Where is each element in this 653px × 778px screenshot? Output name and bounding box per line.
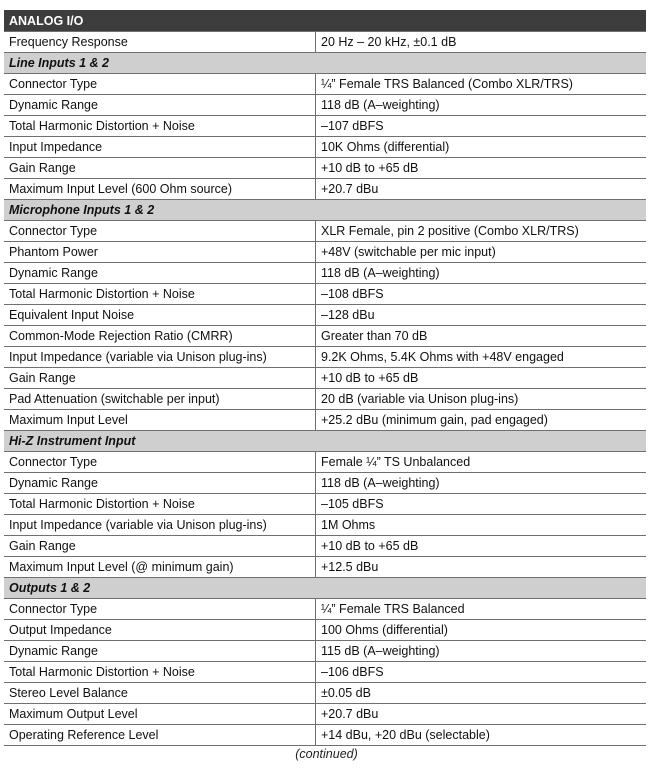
continued-note: (continued) (295, 747, 358, 761)
table-row (4, 641, 646, 662)
spec-value: –106 dBFS (321, 665, 384, 679)
table-row (4, 725, 646, 746)
table-row (4, 158, 646, 179)
spec-value: –105 dBFS (321, 497, 384, 511)
spec-label: Stereo Level Balance (4, 683, 316, 703)
table-row (4, 137, 646, 158)
section-header: Line Inputs 1 & 2 (4, 53, 646, 74)
spec-label: Connector Type (4, 221, 316, 241)
section-header: Microphone Inputs 1 & 2 (4, 200, 646, 221)
table-row (4, 326, 646, 347)
table-row (4, 620, 646, 641)
spec-label: Operating Reference Level (4, 725, 316, 745)
table-row (4, 515, 646, 536)
spec-value: +25.2 dBu (minimum gain, pad engaged) (321, 413, 548, 427)
table-row (4, 179, 646, 200)
spec-value: Female ¼” TS Unbalanced (321, 455, 471, 469)
spec-value: ±0.05 dB (321, 686, 371, 700)
spec-label: Dynamic Range (4, 263, 316, 283)
spec-label: Dynamic Range (4, 641, 316, 661)
spec-value: +48V (switchable per mic input) (321, 245, 496, 259)
spec-table (4, 10, 646, 746)
spec-label: Connector Type (4, 74, 316, 94)
table-row (4, 494, 646, 515)
table-row (4, 599, 646, 620)
spec-value: –128 dBu (321, 308, 375, 322)
spec-value: 20 dB (variable via Unison plug-ins) (321, 392, 519, 406)
spec-value: +20.7 dBu (321, 707, 379, 721)
table-row (4, 95, 646, 116)
spec-value: 20 Hz – 20 kHz, ±0.1 dB (321, 35, 457, 49)
spec-label: Dynamic Range (4, 95, 316, 115)
spec-label: Maximum Input Level (@ minimum gain) (4, 557, 316, 577)
spec-value: 118 dB (A–weighting) (321, 266, 440, 280)
spec-value: +14 dBu, +20 dBu (selectable) (321, 728, 490, 742)
spec-value: 118 dB (A–weighting) (321, 476, 440, 490)
section-header: Hi-Z Instrument Input (4, 431, 646, 452)
spec-value: Greater than 70 dB (321, 329, 428, 343)
spec-label: Connector Type (4, 599, 316, 619)
spec-rows (4, 32, 646, 746)
table-row (4, 410, 646, 431)
spec-label: Connector Type (4, 452, 316, 472)
table-row (4, 389, 646, 410)
table-row (4, 242, 646, 263)
table-header: ANALOG I/O (4, 10, 646, 32)
table-row (4, 263, 646, 284)
table-row (4, 473, 646, 494)
spec-value: +10 dB to +65 dB (321, 539, 419, 553)
spec-label: Phantom Power (4, 242, 316, 262)
spec-value: ¼” Female TRS Balanced (Combo XLR/TRS) (321, 77, 573, 91)
spec-label: Gain Range (4, 536, 316, 556)
table-row (4, 32, 646, 53)
spec-label: Frequency Response (4, 32, 316, 52)
spec-label: Pad Attenuation (switchable per input) (4, 389, 316, 409)
table-row (4, 221, 646, 242)
spec-value: +12.5 dBu (321, 560, 379, 574)
spec-value: ¼” Female TRS Balanced (321, 602, 465, 616)
spec-value: +10 dB to +65 dB (321, 161, 419, 175)
table-row (4, 452, 646, 473)
spec-value: 9.2K Ohms, 5.4K Ohms with +48V engaged (321, 350, 564, 364)
table-row (4, 305, 646, 326)
table-row (4, 74, 646, 95)
spec-label: Dynamic Range (4, 473, 316, 493)
spec-label: Gain Range (4, 368, 316, 388)
spec-value: 118 dB (A–weighting) (321, 98, 440, 112)
table-row (4, 557, 646, 578)
spec-label: Total Harmonic Distortion + Noise (4, 494, 316, 514)
spec-value: 100 Ohms (differential) (321, 623, 448, 637)
table-row (4, 536, 646, 557)
spec-label: Common-Mode Rejection Ratio (CMRR) (4, 326, 316, 346)
spec-label: Total Harmonic Distortion + Noise (4, 284, 316, 304)
spec-label: Output Impedance (4, 620, 316, 640)
spec-value: 10K Ohms (differential) (321, 140, 450, 154)
spec-label: Input Impedance (variable via Unison plug-ins) (4, 347, 316, 367)
spec-label: Input Impedance (variable via Unison plug-ins) (4, 515, 316, 535)
section-header: Outputs 1 & 2 (4, 578, 646, 599)
spec-value: –107 dBFS (321, 119, 384, 133)
spec-value: +10 dB to +65 dB (321, 371, 419, 385)
spec-value: +20.7 dBu (321, 182, 379, 196)
table-row (4, 368, 646, 389)
table-row (4, 662, 646, 683)
spec-value: 1M Ohms (321, 518, 376, 532)
spec-label: Input Impedance (4, 137, 316, 157)
table-row (4, 347, 646, 368)
spec-value: XLR Female, pin 2 positive (Combo XLR/TRS) (321, 224, 579, 238)
spec-label: Maximum Input Level (600 Ohm source) (4, 179, 316, 199)
spec-label: Equivalent Input Noise (4, 305, 316, 325)
spec-label: Maximum Input Level (4, 410, 316, 430)
spec-label: Maximum Output Level (4, 704, 316, 724)
table-row (4, 683, 646, 704)
table-row (4, 116, 646, 137)
table-row (4, 284, 646, 305)
table-row (4, 704, 646, 725)
spec-label: Gain Range (4, 158, 316, 178)
spec-value: 115 dB (A–weighting) (321, 644, 440, 658)
spec-label: Total Harmonic Distortion + Noise (4, 116, 316, 136)
spec-label: Total Harmonic Distortion + Noise (4, 662, 316, 682)
spec-value: –108 dBFS (321, 287, 384, 301)
